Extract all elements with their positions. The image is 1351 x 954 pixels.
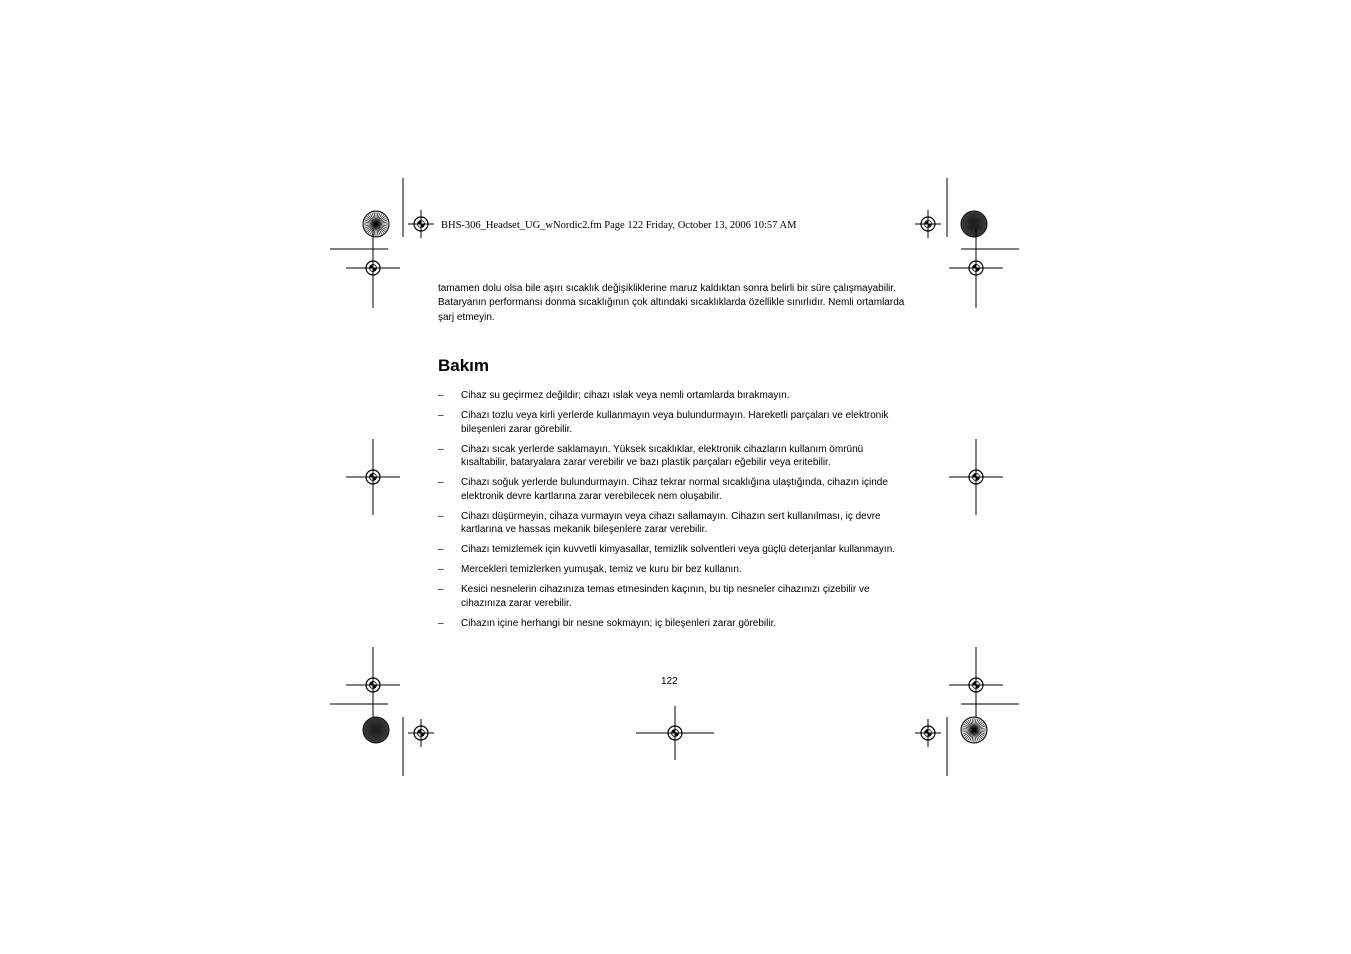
list-item: [438, 563, 908, 577]
page-number: 122: [661, 676, 678, 687]
list-item: [438, 409, 908, 436]
registration-target-icon: [915, 719, 941, 747]
registration-target-icon: [949, 647, 1003, 723]
bullet-dash: –: [438, 564, 444, 576]
bullet-dash: –: [438, 584, 444, 596]
list-item: [438, 443, 908, 470]
registration-target-icon: [408, 719, 434, 747]
registration-target-icon: [949, 439, 1003, 515]
list-item-text: Kesici nesnelerin cihazınıza temas etmesinden kaçının, bu tip nesneler cihazınızı çizebilir ve cihazınıza zarar verebilir.: [461, 584, 870, 609]
list-item-text: Cihazı temizlemek için kuvvetli kimyasallar, temizlik solventleri veya güçlü deterjanlar kullanmayın.: [461, 544, 896, 556]
bullet-dash: –: [438, 409, 444, 421]
print-header: BHS-306_Headset_UG_wNordic2.fm Page 122 Friday, October 13, 2006 10:57 AM: [441, 220, 797, 231]
registration-target-icon: [949, 228, 1003, 308]
list-item-text: Cihazı soğuk yerlerde bulundurmayın. Cihaz tekrar normal sıcaklığına ulaştığında, cihazın içinde elektronik devre kartlarına zarar verebilecek nem oluşabilir.: [461, 477, 888, 502]
list-item: [438, 617, 908, 631]
list-item-text: Cihazı sıcak yerlerde saklamayın. Yüksek sıcaklıklar, elektronik cihazların kullanım ömrünü kısaltabilir, bataryalara zarar verebilir ve bazı plastik parçaları eğebilir veya eritebilir.: [461, 443, 864, 469]
intro-paragraph: tamamen dolu olsa bile aşırı sıcaklık değişikliklerine maruz kaldıktan sonra belirli bir süre çalışmayabilir. Bataryanın performansı donma sıcaklığının çok altındaki sıcaklıklarda özellikle sınırlıdır. Nemli ortamlarda şarj etmeyin.: [438, 283, 905, 323]
list-item: [438, 543, 908, 557]
bullet-dash: –: [438, 443, 444, 455]
registration-target-icon: [408, 210, 434, 238]
list-item: [438, 389, 908, 403]
list-item: [438, 476, 908, 503]
list-item-text: Cihaz su geçirmez değildir; cihazı ıslak veya nemli ortamlarda bırakmayın.: [461, 390, 790, 401]
bullet-dash: –: [438, 544, 444, 556]
bullet-dash: –: [438, 617, 444, 629]
registration-target-icon: [346, 439, 400, 515]
star-target-icon: [961, 717, 987, 743]
star-target-icon: [363, 717, 389, 743]
list-item-text: Cihazın içine herhangi bir nesne sokmayın; iç bileşenleri zarar görebilir.: [461, 617, 777, 629]
section-heading: Bakım: [438, 356, 490, 375]
care-list: [438, 389, 908, 637]
bullet-dash: –: [438, 477, 444, 489]
registration-target-icon: [346, 647, 400, 723]
list-item-text: Mercekleri temizlerken yumuşak, temiz ve kuru bir bez kullanın.: [461, 564, 742, 576]
list-item: [438, 510, 908, 537]
star-target-icon: [363, 211, 389, 237]
list-item-text: Cihazı düşürmeyin, cihaza vurmayın veya cihazı sallamayın. Cihazın sert kullanılması, iç devre kartlarına ve hassas mekanik bileşenlere zarar verebilir.: [461, 510, 881, 536]
registration-target-icon: [915, 210, 941, 238]
list-item-text: Cihazı tozlu veya kirli yerlerde kullanmayın veya bulundurmayın. Hareketli parçaları ve elektronik bileşenleri zarar görebilir.: [461, 409, 889, 435]
list-item: [438, 583, 908, 610]
bullet-dash: –: [438, 510, 444, 522]
registration-target-icon: [346, 228, 400, 308]
star-target-icon: [961, 211, 987, 237]
bullet-dash: –: [438, 390, 444, 401]
registration-target-icon: [636, 706, 714, 760]
